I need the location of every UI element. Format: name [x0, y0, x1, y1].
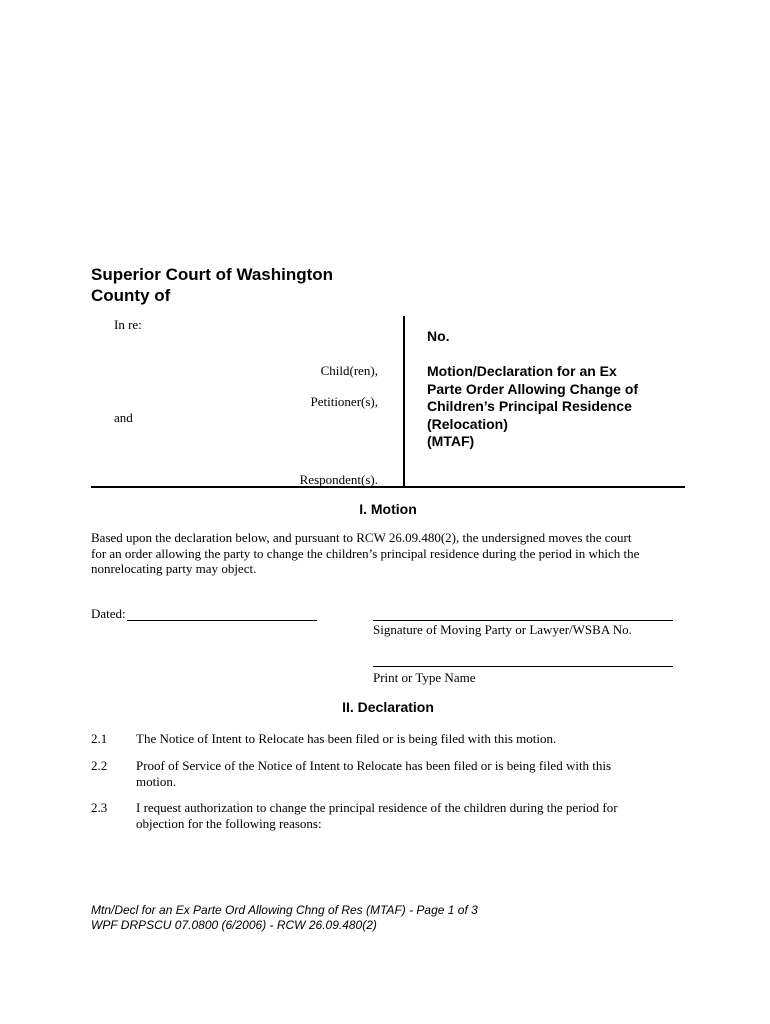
respondent-label: Respondent(s). — [299, 472, 378, 487]
in-re-label: In re: — [114, 317, 142, 332]
document-title-line: Motion/Declaration for an Ex — [427, 363, 617, 379]
signature-label: Signature of Moving Party or Lawyer/WSBA No. — [373, 622, 632, 637]
item-number: 2.1 — [91, 731, 108, 746]
document-title-line: (Relocation) — [427, 415, 508, 432]
declaration-heading: II. Declaration — [342, 699, 434, 715]
motion-line: Based upon the declaration below, and pursuant to RCW 26.09.480(2), the undersigned moves the court — [91, 530, 632, 545]
document-title — [427, 363, 677, 451]
signature-blank-line — [373, 620, 673, 621]
item-line: objection for the following reasons: — [136, 815, 322, 831]
motion-line: nonrelocating party may object. — [91, 561, 257, 576]
case-number-label: No. — [427, 328, 450, 344]
caption-divider-horizontal — [91, 486, 685, 488]
dated-blank-line — [127, 620, 317, 621]
document-title-line: Children’s Principal Residence — [427, 398, 632, 414]
motion-heading: I. Motion — [359, 501, 417, 517]
motion-line: for an order allowing the party to change the children’s principal residence during the period in which the — [91, 545, 640, 561]
page-footer — [91, 903, 478, 932]
court-heading — [91, 264, 333, 306]
footer-line: Mtn/Decl for an Ex Parte Ord Allowing Chng of Res (MTAF) - Page 1 of 3 — [91, 903, 478, 917]
print-name-blank-line — [373, 666, 673, 667]
dated-label: Dated: — [91, 606, 126, 621]
item-line: motion. — [136, 773, 177, 789]
and-label: and — [114, 410, 133, 425]
print-name-label: Print or Type Name — [373, 670, 476, 685]
motion-paragraph — [91, 530, 685, 577]
document-title-line: (MTAF) — [427, 433, 475, 449]
item-number: 2.3 — [91, 800, 108, 815]
county-label: County of — [91, 286, 171, 305]
item-number: 2.2 — [91, 758, 108, 773]
item-line: Proof of Service of the Notice of Intent to Relocate has been filed or is being filed with this — [136, 758, 612, 773]
caption-divider-vertical — [403, 316, 405, 487]
document-title-line: Parte Order Allowing Change of — [427, 380, 639, 397]
petitioner-label: Petitioner(s), — [310, 394, 378, 409]
item-line: I request authorization to change the principal residence of the children during the period for — [136, 800, 618, 815]
court-name: Superior Court of Washington — [91, 265, 334, 284]
item-text — [136, 731, 676, 747]
item-text — [136, 758, 676, 789]
item-line: The Notice of Intent to Relocate has been filed or is being filed with this motion. — [136, 731, 557, 746]
item-text — [136, 800, 676, 831]
footer-line: WPF DRPSCU 07.0800 (6/2006) - RCW 26.09.480(2) — [91, 917, 377, 932]
children-label: Child(ren), — [320, 363, 378, 378]
